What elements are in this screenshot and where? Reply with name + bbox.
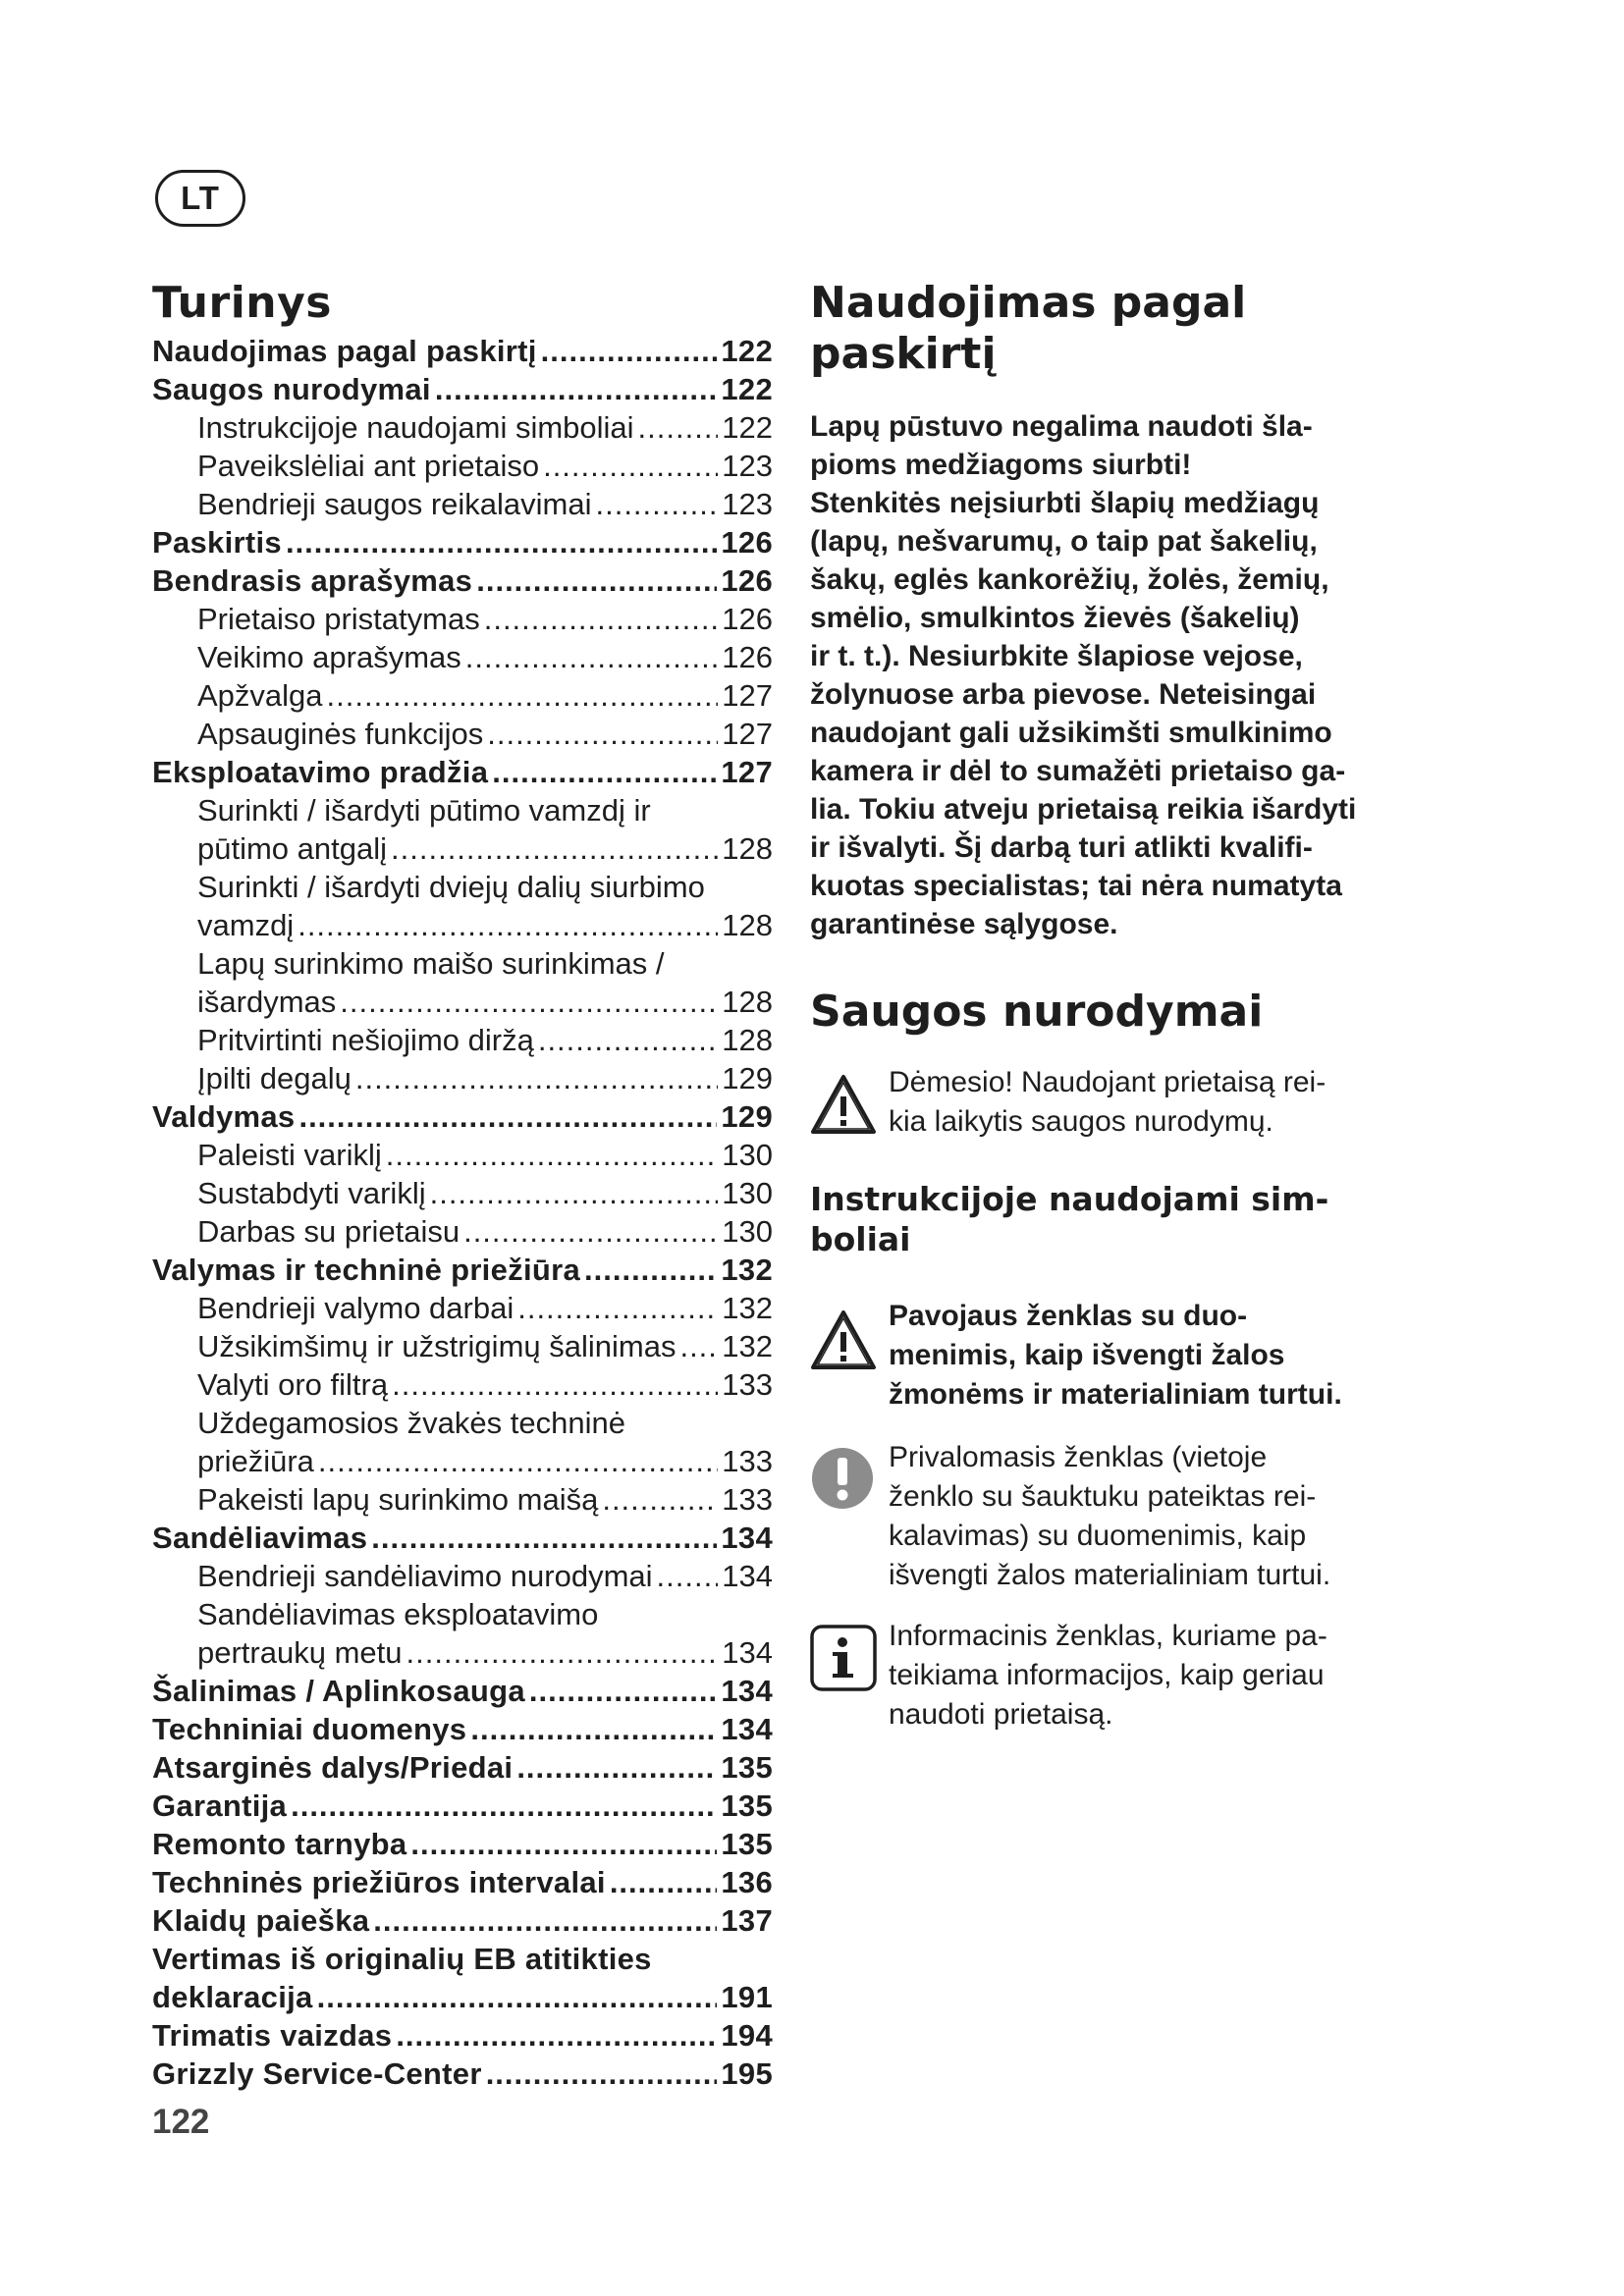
toc-leader-dots: [430, 1174, 719, 1212]
danger-symbol-line: Pavojaus ženklas su duo-: [889, 1300, 1248, 1332]
toc-entry-page: 126: [721, 563, 773, 598]
toc-leader-dots: [492, 753, 717, 791]
toc-entry-title: Techniniai duomenys: [152, 1712, 467, 1746]
toc-leader-dots: [298, 1097, 717, 1136]
toc-entry-title: Valymas ir techninė priežiūra: [152, 1253, 580, 1287]
usage-paragraph-line: ir išvalyti. Šį darbą turi atlikti kvalifi-: [810, 831, 1313, 864]
toc-entry: [152, 1021, 773, 1059]
toc-leader-dots: [470, 1710, 717, 1748]
usage-paragraph-line: pioms medžiagoms siurbti!: [810, 449, 1192, 481]
mandatory-symbol-text: [889, 1438, 1438, 1595]
toc-entry-title: pūtimo antgalį: [197, 831, 388, 866]
safety-heading: Saugos nurodymai: [810, 987, 1264, 1037]
toc-leader-dots: [340, 983, 718, 1021]
toc-entry-page: 134: [722, 1635, 773, 1670]
toc-leader-dots: [529, 1672, 717, 1710]
toc-entry-title: deklaracija: [152, 1980, 313, 2014]
toc-entry: [152, 1480, 773, 1519]
toc-entry-page: 123: [722, 449, 773, 483]
toc-leader-dots: [516, 1748, 717, 1787]
toc-leader-dots: [538, 1021, 718, 1059]
toc-leader-dots: [679, 1327, 718, 1365]
table-of-contents: [152, 278, 773, 2093]
toc-entry-page: 135: [721, 1750, 773, 1785]
toc-entry: [152, 1327, 773, 1365]
toc-entry-page: 134: [721, 1712, 773, 1746]
danger-symbol-line: menimis, kaip išvengti žalos: [889, 1339, 1285, 1371]
toc-entry-page: 136: [721, 1865, 773, 1899]
toc-entry-title: Surinkti / išardyti pūtimo vamzdį ir: [197, 793, 651, 828]
mandatory-symbol-line: išvengti žalos materialiniam turtui.: [889, 1559, 1331, 1591]
toc-entry: [152, 1136, 773, 1174]
toc-leader-dots: [396, 2016, 717, 2055]
info-symbol-row: [810, 1617, 1438, 1735]
toc-entry-page: 130: [722, 1176, 773, 1210]
toc-entry: [152, 638, 773, 676]
toc-entry-title: Darbas su prietaisu: [197, 1214, 460, 1249]
toc-entry-page: 129: [722, 1061, 773, 1095]
toc-entry-title: Apsauginės funkcijos: [197, 717, 484, 751]
toc-entry-page: 134: [721, 1674, 773, 1708]
mandatory-symbol-line: kalavimas) su duomenimis, kaip: [889, 1520, 1307, 1552]
toc-leader-dots: [541, 332, 718, 370]
toc-entry-page: 135: [721, 1827, 773, 1861]
toc-leader-dots: [371, 1519, 717, 1557]
toc-entry-title: Saugos nurodymai: [152, 372, 431, 406]
toc-entry-title: Įpilti degalų: [197, 1061, 352, 1095]
toc-entry-title: Apžvalga: [197, 678, 323, 713]
toc-entry-page: 132: [722, 1291, 773, 1325]
usage-paragraph-line: Stenkitės neįsiurbti šlapių medžiagų: [810, 487, 1320, 519]
info-icon: [810, 1617, 889, 1696]
safety-warning-text: [889, 1063, 1438, 1142]
toc-entry: [152, 1404, 773, 1442]
toc-entry: [152, 561, 773, 600]
toc-entry: [152, 1748, 773, 1787]
toc-entry: [152, 753, 773, 791]
toc-entry: [152, 1174, 773, 1212]
toc-entry-title: Veikimo aprašymas: [197, 640, 461, 674]
toc-entry: [152, 868, 773, 906]
toc-leader-dots: [463, 1212, 718, 1251]
toc-entry: [152, 1557, 773, 1595]
toc-entry: [152, 1825, 773, 1863]
toc-entry: [152, 676, 773, 715]
usage-paragraph-line: kuotas specialistas; tai nėra numatyta: [810, 870, 1342, 902]
toc-entry-title: Vertimas iš originalių EB atitikties: [152, 1942, 652, 1976]
toc-entry-page: 128: [722, 908, 773, 942]
toc-entry-title: Bendrieji saugos reikalavimai: [197, 487, 592, 521]
symbols-heading-line-2: boliai: [810, 1220, 911, 1258]
toc-entry: [152, 1519, 773, 1557]
toc-entry-page: 135: [721, 1789, 773, 1823]
toc-entry-title: Remonto tarnyba: [152, 1827, 407, 1861]
safety-warning-row: [810, 1063, 1438, 1142]
toc-leader-dots: [476, 561, 717, 600]
toc-entry-title: Pritvirtinti nešiojimo diržą: [197, 1023, 534, 1057]
info-symbol-text: [889, 1617, 1438, 1735]
toc-entry: [152, 370, 773, 408]
toc-entry-title: Paskirtis: [152, 525, 282, 560]
toc-entry: [152, 1672, 773, 1710]
toc-entry-title: Pakeisti lapų surinkimo maišą: [197, 1482, 599, 1517]
toc-entry: [152, 1059, 773, 1097]
toc-entry: [152, 1901, 773, 1940]
toc-entry: [152, 1710, 773, 1748]
toc-entry: [152, 1595, 773, 1633]
toc-entry: [152, 1978, 773, 2016]
toc-entry: [152, 944, 773, 983]
toc-entry: [152, 1212, 773, 1251]
usage-paragraph-line: kamera ir dėl to sumažėti prietaiso ga-: [810, 755, 1346, 787]
toc-entry-title: Techninės priežiūros intervalai: [152, 1865, 606, 1899]
toc-entry-title: Valdymas: [152, 1099, 296, 1134]
toc-entry-title: Bendrieji sandėliavimo nurodymai: [197, 1559, 653, 1593]
toc-entry-title: Užsikimšimų ir užstrigimų šalinimas: [197, 1329, 677, 1363]
toc-entry: [152, 791, 773, 829]
symbols-heading-line-1: Instrukcijoje naudojami sim-: [810, 1180, 1329, 1218]
toc-leader-dots: [391, 829, 718, 868]
toc-entry: [152, 2055, 773, 2093]
mandatory-symbol-line: ženklo su šauktuku pateiktas rei-: [889, 1480, 1317, 1513]
toc-entry-page: 130: [722, 1138, 773, 1172]
toc-entry-page: 126: [722, 640, 773, 674]
toc-entry-page: 134: [721, 1521, 773, 1555]
toc-entry: [152, 1863, 773, 1901]
toc-entry: [152, 906, 773, 944]
toc-entry: [152, 600, 773, 638]
toc-entry: [152, 447, 773, 485]
right-column: [810, 278, 1438, 1735]
toc-leader-dots: [657, 1557, 719, 1595]
usage-heading: [810, 278, 1438, 380]
toc-leader-dots: [543, 447, 718, 485]
toc-entry-title: Paleisti variklį: [197, 1138, 382, 1172]
toc-entry-title: Eksploatavimo pradžia: [152, 755, 489, 789]
toc-entry: [152, 2016, 773, 2055]
toc-leader-dots: [484, 600, 719, 638]
toc-entry: [152, 1365, 773, 1404]
toc-entry-title: vamzdį: [197, 908, 295, 942]
danger-symbol-text: [889, 1297, 1438, 1415]
toc-entry-page: 130: [722, 1214, 773, 1249]
toc-entry-page: 134: [722, 1559, 773, 1593]
toc-entry-page: 129: [721, 1099, 773, 1134]
usage-heading-line-2: paskirtį: [810, 329, 997, 379]
mandatory-exclamation-icon: [810, 1438, 889, 1516]
mandatory-symbol-line: Privalomasis ženklas (vietoje: [889, 1441, 1268, 1473]
toc-entry-title: Lapų surinkimo maišo surinkimas /: [197, 946, 665, 981]
usage-section: [810, 278, 1438, 943]
toc-entry-page: 126: [721, 525, 773, 560]
toc-entry: [152, 1289, 773, 1327]
warning-triangle-icon: [810, 1063, 889, 1141]
toc-entry-page: 122: [721, 372, 773, 406]
usage-paragraph: [810, 407, 1438, 943]
toc-entry: [152, 983, 773, 1021]
info-symbol-line: teikiama informacijos, kaip geriau: [889, 1659, 1325, 1691]
toc-leader-dots: [386, 1136, 718, 1174]
toc-entry-title: Bendrasis aprašymas: [152, 563, 473, 598]
toc-entry-title: Naudojimas pagal paskirtį: [152, 334, 537, 368]
toc-entry-title: Sustabdyti variklį: [197, 1176, 426, 1210]
toc-leader-dots: [595, 485, 718, 523]
toc-entry-page: 126: [722, 602, 773, 636]
toc-entry-page: 132: [722, 1329, 773, 1363]
toc-entry-page: 128: [722, 831, 773, 866]
toc-entry-title: Grizzly Service-Center: [152, 2056, 482, 2091]
toc-entry-title: Prietaiso pristatymas: [197, 602, 480, 636]
toc-list: [152, 332, 773, 2093]
toc-entry-page: 191: [721, 1980, 773, 2014]
toc-entry: [152, 1787, 773, 1825]
toc-entry: [152, 1633, 773, 1672]
safety-warning-line: kia laikytis saugos nurodymų.: [889, 1105, 1273, 1138]
info-symbol-line: naudoti prietaisą.: [889, 1698, 1113, 1731]
toc-entry-page: 128: [722, 1023, 773, 1057]
toc-entry-title: Uždegamosios žvakės techninė: [197, 1406, 625, 1440]
toc-leader-dots: [486, 2055, 718, 2093]
toc-leader-dots: [517, 1289, 718, 1327]
mandatory-symbol-row: [810, 1438, 1438, 1595]
toc-entry-title: Sandėliavimas: [152, 1521, 368, 1555]
warning-triangle-icon: [810, 1297, 889, 1376]
toc-entry-page: 137: [721, 1903, 773, 1938]
toc-leader-dots: [602, 1480, 718, 1519]
toc-leader-dots: [392, 1365, 718, 1404]
danger-symbol-row: [810, 1297, 1438, 1415]
toc-leader-dots: [638, 408, 719, 447]
toc-entry-title: Instrukcijoje naudojami simboliai: [197, 410, 634, 445]
usage-heading-line-1: Naudojimas pagal: [810, 278, 1247, 328]
toc-leader-dots: [355, 1059, 718, 1097]
toc-entry-title: Sandėliavimas eksploatavimo: [197, 1597, 599, 1631]
toc-leader-dots: [584, 1251, 717, 1289]
toc-entry-page: 127: [722, 678, 773, 713]
toc-entry-title: priežiūra: [197, 1444, 314, 1478]
info-symbol-line: Informacinis ženklas, kuriame pa-: [889, 1620, 1327, 1652]
toc-entry-title: Atsarginės dalys/Priedai: [152, 1750, 514, 1785]
usage-paragraph-line: smėlio, smulkintos žievės (šakelių): [810, 602, 1300, 634]
toc-leader-dots: [465, 638, 718, 676]
toc-entry-page: 194: [721, 2018, 773, 2053]
toc-entry-page: 132: [721, 1253, 773, 1287]
usage-paragraph-line: šakų, eglės kankorėžių, žolės, žemių,: [810, 563, 1329, 596]
toc-leader-dots: [435, 370, 718, 408]
symbols-heading: [810, 1179, 1438, 1259]
toc-entry: [152, 332, 773, 370]
usage-paragraph-line: žolynuose arba pievose. Neteisingai: [810, 678, 1317, 711]
toc-leader-dots: [317, 1978, 718, 2016]
toc-entry: [152, 1940, 773, 1978]
toc-entry: [152, 523, 773, 561]
toc-entry-page: 128: [722, 985, 773, 1019]
toc-entry-title: Bendrieji valymo darbai: [197, 1291, 514, 1325]
toc-entry-page: 133: [722, 1444, 773, 1478]
usage-paragraph-line: garantinėse sąlygose.: [810, 908, 1118, 940]
toc-leader-dots: [327, 676, 719, 715]
toc-leader-dots: [410, 1825, 717, 1863]
toc-entry-page: 127: [722, 717, 773, 751]
toc-entry-page: 133: [722, 1482, 773, 1517]
toc-entry-title: Trimatis vaizdas: [152, 2018, 393, 2053]
toc-entry: [152, 408, 773, 447]
toc-entry-page: 122: [722, 410, 773, 445]
toc-entry-page: 195: [721, 2056, 773, 2091]
usage-paragraph-line: ir t. t.). Nesiurbkite šlapiose vejose,: [810, 640, 1303, 672]
toc-entry-title: Paveikslėliai ant prietaiso: [197, 449, 540, 483]
usage-paragraph-line: (lapų, nešvarumų, o taip pat šakelių,: [810, 525, 1318, 558]
usage-paragraph-line: naudojant gali užsikimšti smulkinimo: [810, 717, 1332, 749]
usage-paragraph-line: lia. Tokiu atveju prietaisą reikia išardyti: [810, 793, 1357, 826]
toc-entry: [152, 1251, 773, 1289]
danger-symbol-line: žmonėms ir materialiniam turtui.: [889, 1378, 1342, 1411]
language-badge: LT: [155, 170, 245, 227]
safety-warning-line: Dėmesio! Naudojant prietaisą rei-: [889, 1066, 1326, 1098]
toc-entry: [152, 715, 773, 753]
toc-entry-title: Garantija: [152, 1789, 288, 1823]
toc-entry: [152, 829, 773, 868]
toc-leader-dots: [610, 1863, 718, 1901]
toc-entry-title: Surinkti / išardyti dviejų dalių siurbimo: [197, 870, 705, 904]
toc-leader-dots: [373, 1901, 717, 1940]
toc-entry-page: 123: [722, 487, 773, 521]
toc-leader-dots: [487, 715, 718, 753]
toc-entry: [152, 485, 773, 523]
toc-leader-dots: [286, 523, 717, 561]
toc-entry-title: Klaidų paieška: [152, 1903, 370, 1938]
toc-entry-title: išardymas: [197, 985, 337, 1019]
toc-leader-dots: [406, 1633, 719, 1672]
toc-entry-page: 133: [722, 1367, 773, 1402]
toc-entry-page: 122: [721, 334, 773, 368]
toc-leader-dots: [318, 1442, 718, 1480]
page-number: 122: [152, 2103, 210, 2141]
toc-entry: [152, 1097, 773, 1136]
toc-leader-dots: [291, 1787, 717, 1825]
toc-title: Turinys: [152, 278, 332, 328]
toc-entry-title: pertraukų metu: [197, 1635, 403, 1670]
toc-entry-title: Valyti oro filtrą: [197, 1367, 389, 1402]
toc-leader-dots: [298, 906, 718, 944]
toc-entry-title: Šalinimas / Aplinkosauga: [152, 1674, 525, 1708]
usage-paragraph-line: Lapų pūstuvo negalima naudoti šla-: [810, 410, 1313, 443]
toc-entry: [152, 1442, 773, 1480]
toc-entry-page: 127: [721, 755, 773, 789]
